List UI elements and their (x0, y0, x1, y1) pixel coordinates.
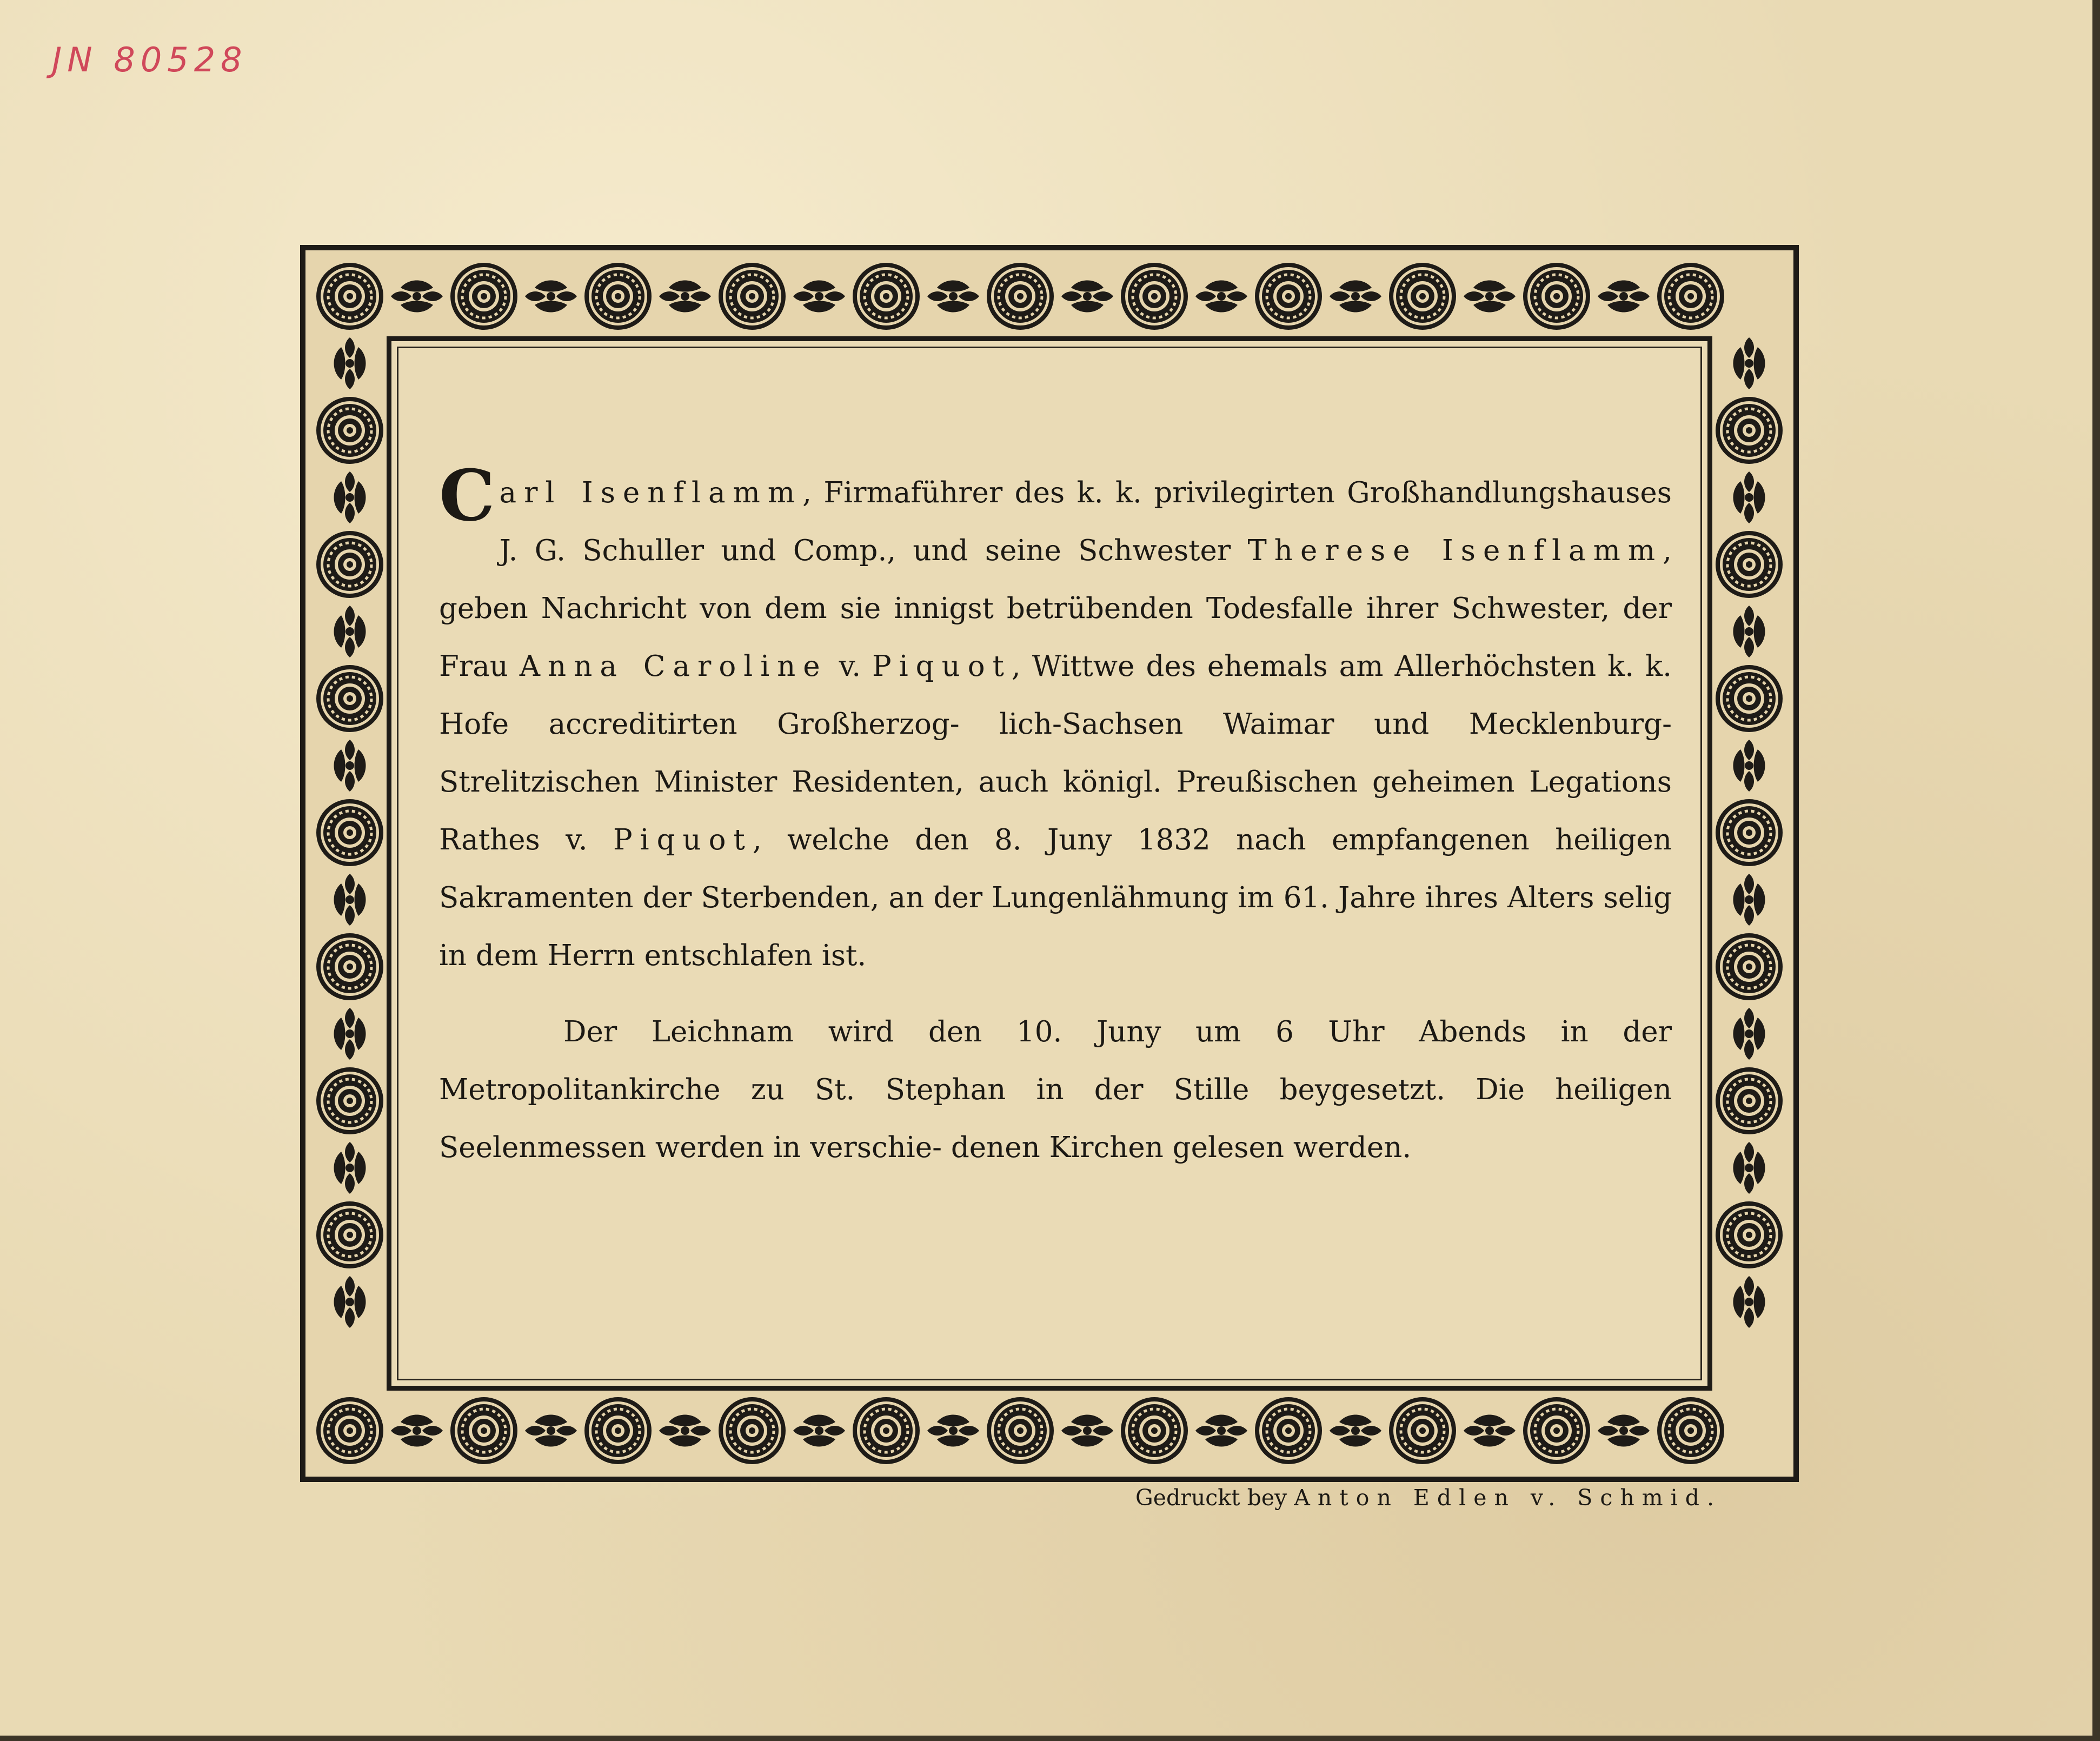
border-rosette (316, 531, 383, 598)
border-rosette (987, 1397, 1054, 1464)
border-rosette (450, 1397, 517, 1464)
border-leaf (391, 1415, 443, 1447)
border-leaf (334, 874, 366, 926)
border-leaf (1330, 281, 1381, 313)
border-rosette (1657, 263, 1724, 330)
border-leaf (1733, 1276, 1765, 1328)
border-leaf (334, 740, 366, 792)
border-rosette (987, 263, 1054, 330)
border-rosette (316, 799, 383, 866)
border-rosette (1255, 263, 1322, 330)
border-rosette (1716, 799, 1783, 866)
border-rosette (1716, 397, 1783, 464)
border-leaf (927, 1415, 979, 1447)
border-rosette (1716, 665, 1783, 732)
name-piquot: Piquot (872, 650, 1012, 683)
border-rosette (1523, 1397, 1590, 1464)
border-rosette (1716, 1201, 1783, 1268)
border-leaf (1733, 337, 1765, 389)
border-rosette (853, 263, 920, 330)
border-rosette (1716, 933, 1783, 1000)
border-leaf (334, 471, 366, 523)
border-rosette (1255, 1397, 1322, 1464)
border-leaf (525, 281, 577, 313)
border-leaf (1733, 606, 1765, 657)
border-rosette (1389, 263, 1456, 330)
border-leaf (1598, 1415, 1650, 1447)
border-leaf (1061, 281, 1113, 313)
notice-text-run: , welche den 8. Juny 1832 nach empfangenen heiligen Sakramenten der Sterbenden, an der Lungenlähmung im 61. Jahre ihres Alters selig in dem Herrn entschlafen ist. (439, 823, 1672, 972)
notice-text-run: , Wittwe des ehemals am Allerhöchsten k. k. Hofe accreditirten Großherzog- lich-Sachsen Waimar und Mecklenburg-Strelitzischen Minister Residenten, auch königl. Preußischen geheimen Legations Rathes v. (439, 650, 1672, 856)
printer-prefix: Gedruckt bey (1135, 1485, 1294, 1511)
border-leaf (1330, 1415, 1381, 1447)
border-leaf (659, 281, 711, 313)
border-leaf (1195, 1415, 1247, 1447)
border-leaf (1598, 281, 1650, 313)
printer-name: Anton Edlen v. Schmid. (1294, 1485, 1722, 1511)
border-rosette (1716, 531, 1783, 598)
border-rosette (316, 933, 383, 1000)
border-leaf (1733, 1008, 1765, 1060)
border-rosette (316, 1397, 383, 1464)
border-leaf (334, 1142, 366, 1194)
name-anna-caroline: Anna Caroline (519, 650, 828, 683)
border-rosette (316, 1201, 383, 1268)
border-rosette (316, 263, 383, 330)
name-therese-isenflamm: Therese Isenflamm (1247, 534, 1663, 567)
border-leaf (525, 1415, 577, 1447)
border-rosette (450, 263, 517, 330)
border-rosette (1121, 263, 1188, 330)
border-rosette (719, 263, 786, 330)
border-leaf (334, 337, 366, 389)
border-leaf (334, 1008, 366, 1060)
border-rosette (1389, 1397, 1456, 1464)
border-leaf (659, 1415, 711, 1447)
border-leaf (1464, 1415, 1516, 1447)
drop-cap: C (439, 454, 495, 537)
notice-text-run: v. (827, 650, 873, 683)
border-leaf (1195, 281, 1247, 313)
name-piquot: Piquot (613, 823, 753, 856)
border-rosette (1121, 1397, 1188, 1464)
border-leaf (793, 1415, 845, 1447)
border-rosette (1523, 263, 1590, 330)
border-leaf (391, 281, 443, 313)
border-leaf (1464, 281, 1516, 313)
border-leaf (334, 606, 366, 657)
border-leaf (793, 281, 845, 313)
death-notice-text (439, 454, 1672, 1177)
notice-paragraph-2: Der Leichnam wird den 10. Juny um 6 Uhr Abends in der Metropolitankirche zu St. Stephan in der Stille beygesetzt. Die heiligen Seelenmessen werden in verschie- denen Kirchen gelesen werden. (439, 1015, 1672, 1164)
border-rosette (853, 1397, 920, 1464)
border-rosette (584, 1397, 652, 1464)
notice-text-run: , Firmaführer des k. k. privilegirten Großhandlungshauses J. G. Schuller und Comp., und seine Schwester (499, 476, 1672, 567)
border-leaf (1733, 874, 1765, 926)
border-leaf (1733, 1142, 1765, 1194)
notice-paragraph-1 (439, 454, 1672, 985)
border-leaf (1733, 471, 1765, 523)
notice-text-run: , geben Nachricht von dem sie innigst betrübenden Todesfalle ihrer Schwester, der Frau (439, 534, 1672, 683)
border-rosette (316, 665, 383, 732)
border-rosette (719, 1397, 786, 1464)
border-leaf (1061, 1415, 1113, 1447)
border-rosette (316, 397, 383, 464)
inventory-number: JN 80528 (52, 40, 248, 79)
border-rosette (1716, 1067, 1783, 1134)
border-rosette (584, 263, 652, 330)
border-rosette (316, 1067, 383, 1134)
border-leaf (334, 1276, 366, 1328)
border-leaf (927, 281, 979, 313)
border-rosette (1657, 1397, 1724, 1464)
name-carl-isenflamm: arl Isenflamm (499, 476, 803, 509)
printer-imprint (1135, 1485, 1722, 1511)
border-leaf (1733, 740, 1765, 792)
